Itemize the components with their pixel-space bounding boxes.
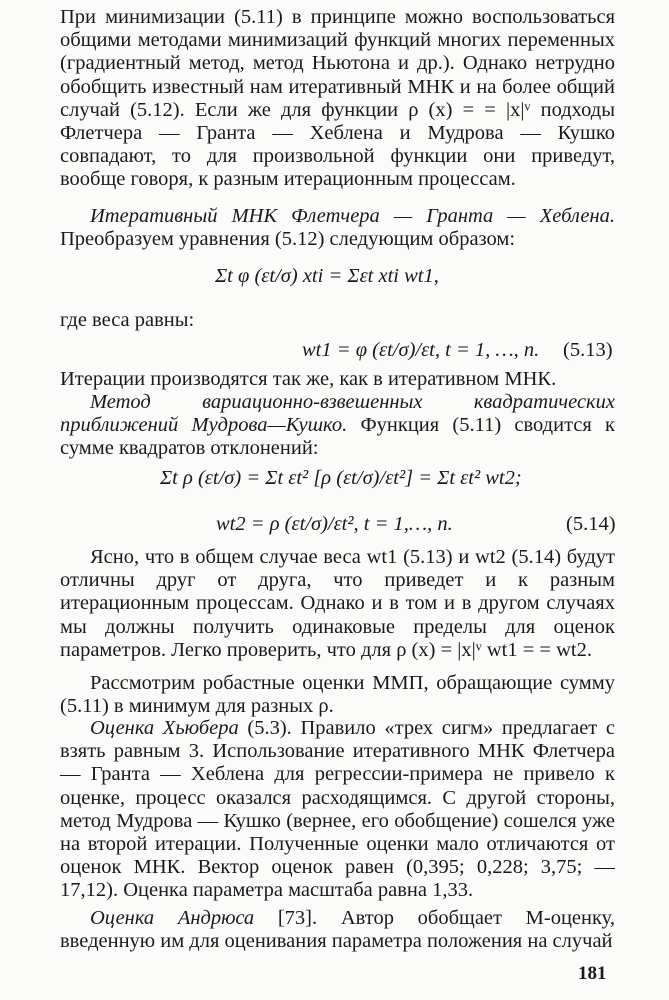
paragraph-iterations: Итерации производятся так же, как в итеративном МНК. — [60, 368, 557, 390]
equation-number-5-14: (5.14) — [566, 513, 616, 535]
paragraph-robust-estimates: Рассмотрим робастные оценки ММП, обращающие сумму (5.11) в минимум для разных ρ. — [60, 672, 615, 718]
equation-5-14: wt2 = ρ (εt/σ)/εt², t = 1,…, n. — [216, 513, 453, 535]
paragraph-andrews-estimate — [60, 907, 615, 953]
equation-5-13: wt1 = φ (εt/σ)/εt, t = 1, …, n. — [302, 339, 540, 361]
page-number: 181 — [578, 963, 607, 984]
paragraph-text-huber: (5.3). Правило «трех сигм» предлагает c взять равным 3. Использование итеративного МНК Флетчера — Гранта — Хеблена для регрессии-примера не привело к оценке, процесс оказался расходящимся. С другой стороны, метод Мудрова — Кушко (вернее, его обобщение) сошелся уже на второй итерации. Полученные оценки мало отличаются от оценок МНК. Вектор оценок равен (0,395; 0,228; 3,75; — 17,12). Оценка параметра масштаба равна 1,33. — [60, 717, 615, 902]
paragraph-fletcher-grant-hebden — [60, 205, 615, 251]
paragraph-weights-differ: Ясно, что в общем случае веса wt1 (5.13) и wt2 (5.14) будут отличны друг от друга, что приведет и к разным итерационным процессам. Однако и в том и в другом случаях мы должны получить одинаковые пределы для оценок параметров. Легко проверить, что для ρ (x) = |x|ᵛ wt1 = = wt2. — [60, 546, 615, 661]
section-title-fletcher: Итеративный МНК Флетчера — Гранта — Хеблена. — [90, 205, 615, 227]
paragraph-huber-estimate — [60, 717, 615, 903]
paragraph-text-andrews: [73]. Автор обобщает М-оценку, введенную им для оценивания параметра положения на случай — [60, 907, 615, 953]
equation-sum-phi: Σt φ (εt/σ) xti = Σεt xti wt1, — [215, 265, 439, 287]
paragraph-mudrov-kushko — [60, 391, 615, 461]
weights-label: где веса равны: — [60, 309, 195, 331]
equation-sum-rho: Σt ρ (εt/σ) = Σt εt² [ρ (εt/σ)/εt²] = Σt εt² wt2; — [160, 467, 522, 489]
equation-number-5-13: (5.13) — [563, 339, 613, 361]
section-title-andrews: Оценка Андрюса — [90, 907, 255, 929]
section-title-huber: Оценка Хьюбера — [90, 717, 239, 739]
paragraph-text-mudrov: Функция (5.11) сводится к сумме квадратов отклонений: — [60, 414, 615, 460]
section-title-mudrov: Метод вариационно-взвешенных квадратических приближений Мудрова—Кушко. — [60, 391, 615, 437]
paragraph-minimization: При минимизации (5.11) в принципе можно воспользоваться общими методами минимизаций функций многих переменных (градиентный метод, метод Ньютона и др.). Однако нетрудно обобщить известный нам итеративный МНК и на более общий случай (5.12). Если же для функции ρ (x) = = |x|ᵛ подходы Флетчера — Гранта — Хеблена и Мудрова — Кушко совпадают, то для произвольной функции они приведут, вообще говоря, к разным итерационным процессам. — [60, 6, 615, 191]
paragraph-text-fletcher: Преобразуем уравнения (5.12) следующим образом: — [60, 228, 516, 251]
